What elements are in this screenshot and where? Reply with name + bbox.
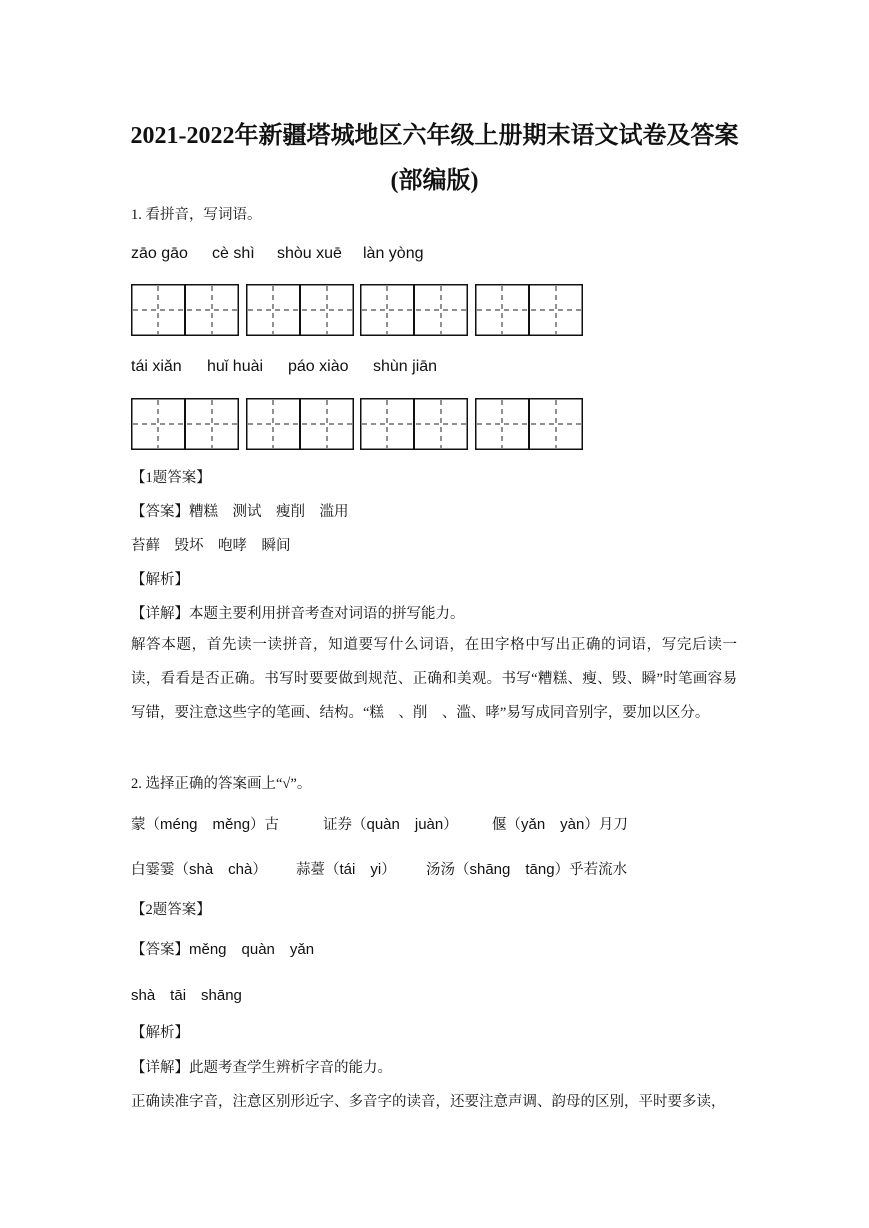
tianzige-cell-pair[interactable] — [360, 398, 468, 450]
q2-explanation: 正确读准字音，注意区别形近字、多音字的读音，还要注意声调、韵母的区别，平时要多读， — [131, 1094, 726, 1110]
q1-answer-line-2: 苔藓 毁坏 咆哮 瞬间 — [131, 538, 291, 554]
tianzige-cell-right — [300, 285, 353, 336]
tianzige-cell-left — [476, 285, 529, 336]
q2-option: 偃（yǎn yàn）月刀 — [492, 816, 628, 833]
pinyin-item: huǐ huài — [207, 358, 264, 375]
q2-answer-pinyin: shà tāi shāng — [131, 987, 242, 1004]
q2-answer-header: 【2题答案】 — [131, 902, 211, 918]
q2-answer-line-1 — [131, 938, 314, 959]
tianzige-cell-right — [414, 285, 467, 336]
q2-detail: 【详解】此题考查学生辨析字音的能力。 — [131, 1060, 392, 1076]
document-subtitle: (部编版) — [390, 168, 479, 194]
tianzige-svg — [246, 284, 354, 336]
tianzige-svg — [246, 398, 354, 450]
tianzige-cell-pair[interactable] — [475, 398, 583, 450]
tianzige-svg — [475, 398, 583, 450]
q2-option: 白霎霎（shà chà） — [131, 861, 267, 878]
document-title: 2021-2022年新疆塔城地区六年级上册期末语文试卷及答案 — [130, 123, 739, 149]
tianzige-cell-pair[interactable] — [475, 284, 583, 336]
tianzige-grid-row-1 — [131, 284, 583, 336]
tianzige-svg — [475, 284, 583, 336]
q2-analysis-header: 【解析】 — [131, 1025, 189, 1041]
q2-option: 证券（quàn juàn） — [323, 816, 458, 833]
question-1-prompt: 1. 看拼音，写词语。 — [131, 207, 262, 223]
tianzige-cell-left — [476, 399, 529, 450]
q1-detail: 【详解】本题主要利用拼音考查对词语的拼写能力。 — [131, 606, 465, 622]
q2-option: 蒙（méng měng）古 — [131, 816, 280, 833]
tianzige-cell-right — [529, 399, 582, 450]
tianzige-cell-pair[interactable] — [360, 284, 468, 336]
tianzige-cell-right — [300, 399, 353, 450]
tianzige-cell-right — [414, 399, 467, 450]
tianzige-cell-pair[interactable] — [131, 284, 239, 336]
tianzige-cell-pair[interactable] — [246, 284, 354, 336]
tianzige-svg — [131, 284, 239, 336]
q2-answer-line-2 — [131, 984, 242, 1005]
tianzige-cell-left — [361, 399, 414, 450]
tianzige-cell-right — [529, 285, 582, 336]
tianzige-cell-left — [132, 399, 185, 450]
q2-option: 汤汤（shāng tāng）乎若流水 — [426, 861, 628, 878]
pinyin-item: cè shì — [212, 245, 255, 262]
q1-answer-header: 【1题答案】 — [131, 470, 211, 486]
tianzige-cell-pair[interactable] — [131, 398, 239, 450]
pinyin-item: páo xiào — [288, 358, 349, 375]
q2-answer-pinyin: měng quàn yǎn — [189, 941, 315, 958]
tianzige-svg — [360, 398, 468, 450]
q1-answer-line-1: 【答案】糟糕 测试 瘦削 滥用 — [131, 504, 349, 520]
tianzige-cell-right — [185, 399, 238, 450]
tianzige-svg — [131, 398, 239, 450]
tianzige-svg — [360, 284, 468, 336]
pinyin-item: shòu xuē — [277, 245, 342, 262]
q2-answer-label: 【答案】 — [131, 942, 189, 958]
pinyin-item: shùn jiān — [373, 358, 438, 375]
pinyin-item: zāo gāo — [131, 245, 188, 262]
tianzige-cell-left — [247, 285, 300, 336]
tianzige-grid-row-2 — [131, 398, 583, 450]
tianzige-cell-left — [132, 285, 185, 336]
tianzige-cell-left — [247, 399, 300, 450]
tianzige-cell-pair[interactable] — [246, 398, 354, 450]
tianzige-cell-left — [361, 285, 414, 336]
pinyin-item: làn yòng — [363, 245, 424, 262]
pinyin-item: tái xiǎn — [131, 358, 182, 375]
q1-analysis-header: 【解析】 — [131, 572, 189, 588]
tianzige-cell-right — [185, 285, 238, 336]
question-2-prompt: 2. 选择正确的答案画上“√”。 — [131, 776, 312, 792]
q2-option: 蒜薹（tái yi） — [296, 861, 396, 878]
q1-explanation: 解答本题，首先读一读拼音，知道要写什么词语，在田字格中写出正确的词语，写完后读一读，看看是否正确。书写时要要做到规范、正确和美观。书写“糟糕、瘦、毁、瞬”时笔画容易写错，要注意这些字的笔画、结构。“糕 、削 、滥、哮”易写成同音别字，要加以区分。 — [131, 637, 737, 721]
